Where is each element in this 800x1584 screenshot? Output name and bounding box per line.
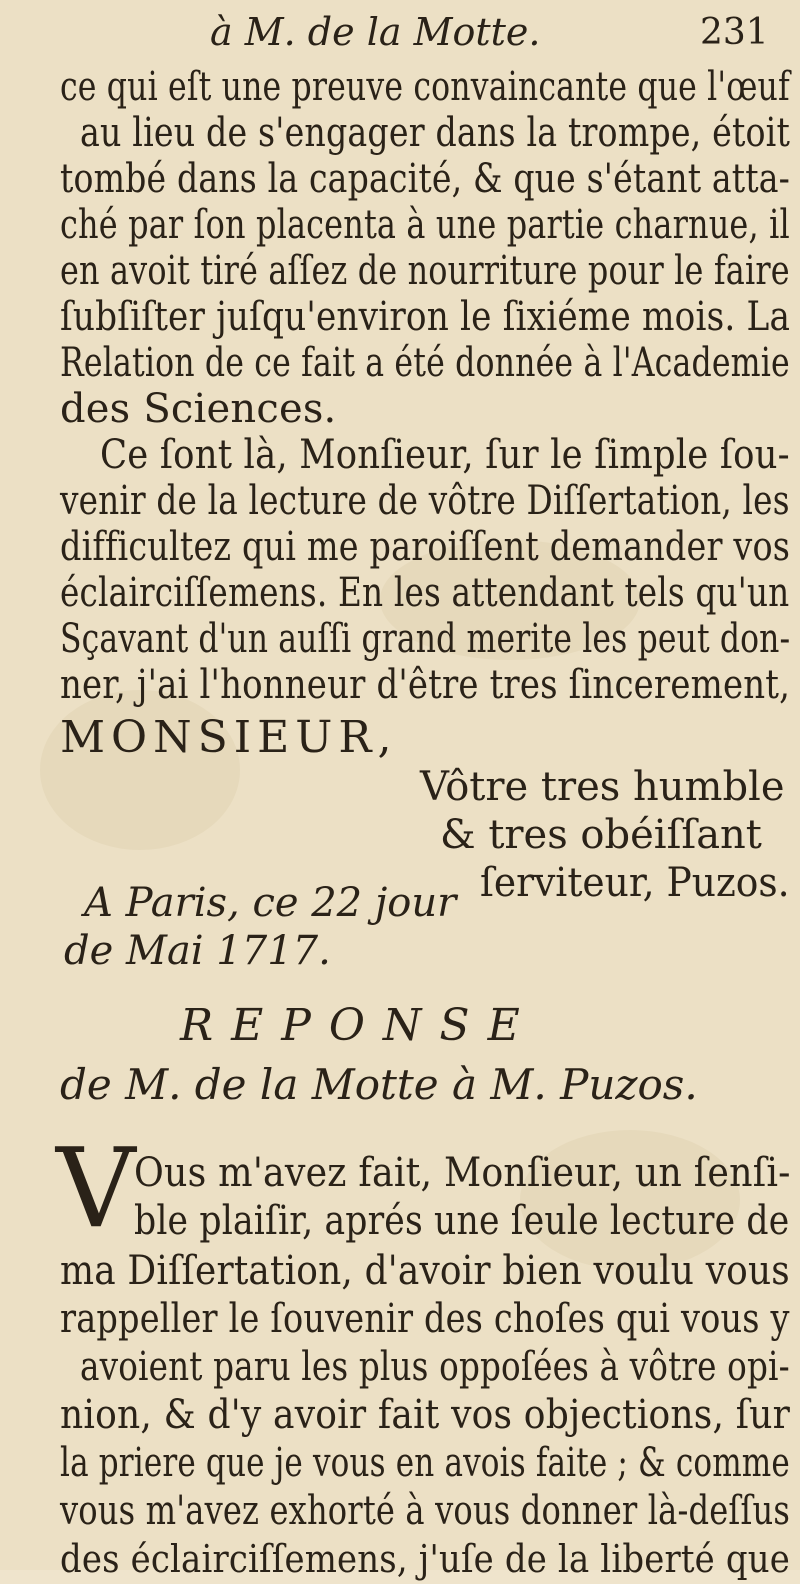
body-line: venir de la lecture de vôtre Diſſertation, les — [60, 478, 790, 524]
page-number: 231 — [700, 12, 769, 53]
body-line: ſubſiſter juſqu'environ le ſixiéme mois. La — [60, 294, 791, 340]
running-head: à M. de la Motte. — [210, 10, 541, 54]
body-line: Ce ſont là, Monſieur, ſur le ſimple ſou- — [100, 432, 790, 478]
dateline: de Mai 1717. — [64, 928, 331, 974]
body-line: Relation de ce fait a été donnée à l'Academie — [60, 340, 790, 386]
body-line: au lieu de s'engager dans la trompe, étoit — [80, 110, 791, 156]
reply-line: Ous m'avez fait, Monſieur, un ſenſi- — [134, 1150, 791, 1196]
reply-line: ma Diſſertation, d'avoir bien voulu vous — [60, 1248, 790, 1294]
body-line: en avoit tiré aſſez de nourriture pour le faire — [60, 248, 790, 294]
body-line: ché par ſon placenta à une partie charnue, il — [60, 202, 790, 248]
body-line: Sçavant d'un auſſi grand merite les peut don- — [60, 616, 791, 662]
section-title: REPONSE — [180, 1000, 538, 1051]
reply-line: avoient paru les plus oppoſées à vôtre opi- — [80, 1344, 790, 1390]
reply-line: nion, & d'y avoir fait vos objections, ſur — [60, 1392, 791, 1438]
reply-line: vous m'avez exhorté à vous donner là-deſſus — [60, 1488, 790, 1534]
section-subtitle: de M. de la Motte à M. Puzos. — [60, 1060, 698, 1109]
salutation: MONSIEUR, — [60, 712, 398, 763]
reply-line: la priere que je vous en avois faite ; & comme — [60, 1440, 790, 1486]
signature-line: Vôtre tres humble — [420, 764, 785, 810]
dateline: A Paris, ce 22 jour — [84, 880, 457, 926]
body-line: difficultez qui me paroiſſent demander vos — [60, 524, 791, 570]
reply-line: rappeller le ſouvenir des choſes qui vous y — [60, 1296, 790, 1342]
signature-line: ſerviteur, Puzos. — [480, 860, 790, 906]
reply-line: des éclairciſſemens, j'uſe de la liberté que — [60, 1537, 790, 1581]
reply-line: ble plaiſir, aprés une ſeule lecture de — [134, 1198, 790, 1244]
body-line: des Sciences. — [60, 386, 337, 432]
body-line: éclairciſſemens. En les attendant tels qu'un — [60, 570, 790, 616]
body-line: ner, j'ai l'honneur d'être tres ſincerement, — [60, 662, 791, 708]
signature-line: & tres obéiſſant — [440, 812, 762, 858]
body-line: tombé dans la capacité, & que s'étant atta- — [60, 156, 791, 202]
drop-cap: V — [56, 1124, 136, 1252]
body-line: ce qui eſt une preuve convaincante que l'œuf — [60, 64, 790, 110]
